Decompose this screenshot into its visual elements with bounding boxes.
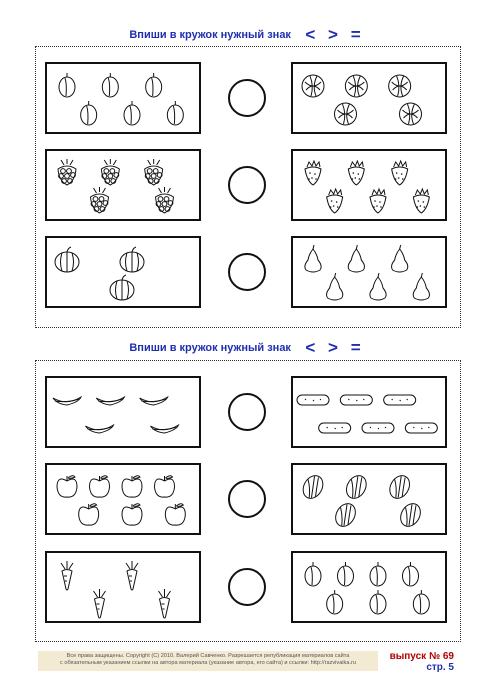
plum-icon	[327, 590, 343, 614]
left-picture-box	[45, 376, 201, 448]
right-picture-box	[291, 62, 447, 134]
carrot-icon	[61, 561, 73, 590]
answer-circle[interactable]	[228, 166, 266, 204]
watermelon-icon	[299, 472, 327, 502]
left-picture-box	[45, 236, 201, 308]
cabbage-group	[293, 64, 445, 132]
plum-group	[47, 64, 199, 132]
raspberry-icon	[91, 187, 109, 213]
carrot-icon	[159, 589, 171, 618]
apple-icon	[122, 476, 142, 497]
cucumber-icon	[297, 395, 329, 405]
pumpkin-icon	[120, 247, 144, 272]
answer-circle[interactable]	[228, 253, 266, 291]
strawberry-icon	[305, 161, 321, 185]
strawberry-icon	[392, 161, 408, 185]
banana-group	[47, 378, 199, 446]
copyright-footer	[38, 651, 378, 671]
answer-circle[interactable]	[228, 393, 266, 431]
pear-icon	[348, 245, 364, 272]
copyright-line-1: Все права защищены. Copyright (C) 2010. Валерий Савченко. Разрешается републикация материалов сайта	[66, 653, 350, 659]
issue-number: выпуск № 69	[389, 651, 454, 662]
watermelon-icon	[386, 472, 414, 502]
cucumber-icon	[384, 395, 416, 405]
left-picture-box	[45, 463, 201, 535]
comparison-signs: < > =	[305, 25, 365, 44]
strawberry-icon	[348, 161, 364, 185]
plum-group	[293, 553, 445, 621]
right-picture-box	[291, 149, 447, 221]
instruction-text: Впиши в кружок нужный знак	[129, 29, 291, 41]
banana-icon	[140, 397, 168, 405]
carrot-icon	[126, 561, 138, 590]
right-picture-box	[291, 551, 447, 623]
plum-icon	[370, 562, 386, 586]
instruction-heading-2	[0, 338, 494, 358]
answer-circle[interactable]	[228, 480, 266, 518]
raspberry-icon	[145, 159, 163, 185]
right-picture-box	[291, 376, 447, 448]
cucumber-icon	[340, 395, 372, 405]
watermelon-icon	[397, 500, 425, 530]
strawberry-group	[293, 151, 445, 219]
apple-icon	[57, 476, 77, 497]
right-picture-box	[291, 463, 447, 535]
raspberry-icon	[156, 187, 174, 213]
plum-icon	[338, 562, 354, 586]
apple-icon	[155, 476, 175, 497]
plum-icon	[81, 101, 97, 125]
apple-group	[47, 465, 199, 533]
plum-icon	[124, 101, 140, 125]
issue-info	[382, 651, 454, 673]
apple-icon	[165, 504, 185, 525]
instruction-heading-1	[0, 25, 494, 45]
pumpkin-icon	[55, 247, 79, 272]
banana-icon	[96, 397, 124, 405]
plum-icon	[167, 101, 183, 125]
pear-icon	[327, 273, 343, 300]
plum-icon	[305, 562, 321, 586]
cabbage-icon	[345, 75, 367, 97]
strawberry-icon	[370, 189, 386, 213]
cucumber-group	[293, 378, 445, 446]
cucumber-icon	[362, 423, 394, 433]
cabbage-icon	[302, 75, 324, 97]
strawberry-icon	[327, 189, 343, 213]
plum-icon	[146, 73, 162, 97]
left-picture-box	[45, 551, 201, 623]
comparison-signs: < > =	[305, 338, 365, 357]
cabbage-icon	[400, 103, 422, 125]
pear-icon	[392, 245, 408, 272]
carrot-icon	[94, 589, 106, 618]
carrot-group	[47, 553, 199, 621]
strawberry-icon	[413, 189, 429, 213]
plum-icon	[370, 590, 386, 614]
copyright-line-2: с обязательным указанием ссылки на автора материала (указание автора, его сайта) и ссылки: http://razvivaika.ru	[60, 660, 356, 666]
cabbage-icon	[389, 75, 411, 97]
apple-icon	[122, 504, 142, 525]
pear-icon	[305, 245, 321, 272]
left-picture-box	[45, 149, 201, 221]
plum-icon	[102, 73, 118, 97]
raspberry-icon	[101, 159, 119, 185]
raspberry-group	[47, 151, 199, 219]
watermelon-icon	[343, 472, 371, 502]
plum-icon	[59, 73, 75, 97]
apple-icon	[90, 476, 110, 497]
banana-icon	[151, 425, 179, 433]
cabbage-icon	[335, 103, 357, 125]
answer-circle[interactable]	[228, 568, 266, 606]
pear-icon	[413, 273, 429, 300]
page-number: стр. 5	[426, 662, 454, 673]
raspberry-icon	[58, 159, 76, 185]
cucumber-icon	[405, 423, 437, 433]
plum-icon	[403, 562, 419, 586]
pumpkin-group	[47, 238, 199, 306]
plum-icon	[413, 590, 429, 614]
banana-icon	[86, 425, 114, 433]
pear-icon	[370, 273, 386, 300]
instruction-text: Впиши в кружок нужный знак	[129, 342, 291, 354]
pear-group	[293, 238, 445, 306]
answer-circle[interactable]	[228, 79, 266, 117]
left-picture-box	[45, 62, 201, 134]
right-picture-box	[291, 236, 447, 308]
watermelon-group	[293, 465, 445, 533]
cucumber-icon	[319, 423, 351, 433]
watermelon-icon	[332, 500, 360, 530]
banana-icon	[53, 397, 81, 405]
apple-icon	[79, 504, 99, 525]
pumpkin-icon	[110, 275, 134, 300]
